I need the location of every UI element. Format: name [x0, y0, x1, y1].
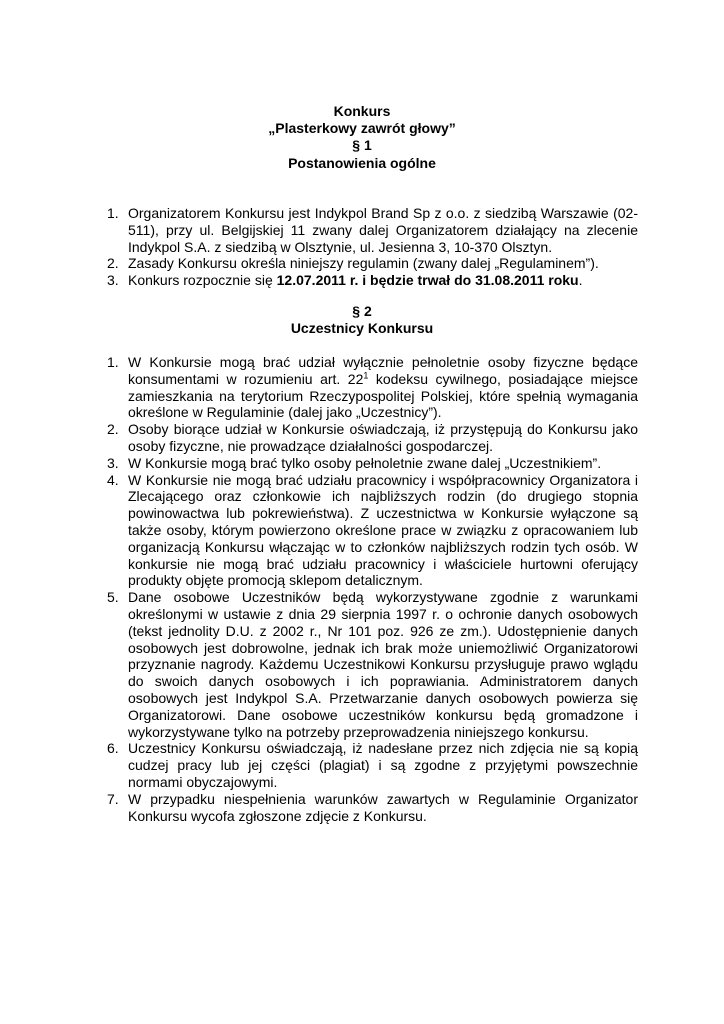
list-item-text-bold-dates: 12.07.2011 r. i będzie trwał do 31.08.2011 roku: [276, 272, 579, 289]
list-item-number: 7.: [107, 790, 119, 807]
header-line-title: „Plasterkowy zawrót głowy”: [268, 120, 456, 137]
list-item-text-pre: Konkurs rozpocznie się: [128, 272, 277, 289]
list-item: [107, 272, 638, 289]
list-item-number: 5.: [107, 589, 119, 606]
header-line-section-2: § 2: [352, 303, 372, 319]
list-item: [107, 421, 638, 455]
list-item: [107, 791, 638, 825]
list-item-text-post: .: [578, 272, 583, 289]
list-item: [107, 472, 638, 590]
header-line-section-2-title: Uczestnicy Konkursu: [290, 320, 434, 337]
list-item-text-pre: W Konkursie mogą brać udział wyłącznie pełnoletnie osoby fizyczne będące konsumentami w rozumieniu art. 22: [128, 354, 638, 387]
section-2-list: [107, 354, 638, 824]
list-item-text: W Konkursie mogą brać tylko osoby pełnoletnie zwane dalej „Uczestnikiem”.: [128, 454, 602, 471]
list-item-number: 1.: [107, 205, 119, 221]
list-item-text: Dane osobowe Uczestników będą wykorzystywane zgodnie z warunkami określonymi w ustawie z dnia 29 sierpnia 1997 r. o ochronie danych osobowych (tekst jednolity D.U. z 2002 r., Nr 101 poz. 926 ze zm.). Udostępnienie danych osobowych jest dobrowolne, jednak ich brak może uniemożliwić Organizatorowi przyznanie nagrody. Każdemu Uczestnikowi Konkursu przysługuje prawo wglądu do swoich danych osobowych i ich poprawiania. Administratorem danych osobowych jest Indykpol S.A. Przetwarzanie danych osobowych powierza się Organizatorowi. Dane osobowe uczestników konkursu będą gromadzone i wykorzystywane tylko na potrzeby przeprowadzenia niniejszego konkursu.: [128, 589, 638, 740]
list-item: [107, 255, 638, 272]
list-item-number: 2.: [107, 255, 119, 272]
list-item: [107, 740, 638, 790]
list-item-number: 3.: [107, 454, 119, 471]
section-1-list: [107, 205, 638, 289]
section-2-header: [100, 303, 624, 337]
list-item-text: Organizatorem Konkursu jest Indykpol Brand Sp z o.o. z siedzibą Warszawie (02-511), przy ul. Belgijskiej 11 zwany dalej Organizatorem działający na zlecenie Indykpol S.A. z siedzibą w Olsztynie, ul. Jesienna 3, 10-370 Olsztyn.: [128, 205, 638, 255]
list-item-number: 3.: [107, 272, 119, 289]
superscript: 1: [363, 370, 369, 381]
list-item: [107, 205, 638, 255]
list-item: [107, 589, 638, 740]
list-item-text: W Konkursie nie mogą brać udziału pracownicy i współpracownicy Organizatora i Zlecającego oraz członkowie ich najbliższych rodzin (do drugiego stopnia powinowactwa lub pokrewieństwa). Z uczestnictwa w Konkursie wyłączone są także osoby, którym powierzono określone prace w związku z opracowaniem lub organizacją Konkursu włączając w to członków najbliższych rodzin tych osób. W konkursie nie mogą brać udziału pracownicy i właściciele hurtowni oferujący produkty objęte promocją sklepom detalicznym.: [128, 471, 638, 589]
header-line-section-1: § 1: [352, 137, 372, 154]
list-item-number: 1.: [107, 354, 119, 370]
list-item-text: Zasady Konkursu określa niniejszy regulamin (zwany dalej „Regulaminem”).: [128, 255, 599, 272]
list-item-text: Osoby biorące udział w Konkursie oświadczają, iż przystępują do Konkursu jako osoby fizyczne, nie prowadzące działalności gospodarczej.: [128, 421, 638, 454]
list-item: [107, 455, 638, 472]
list-item: [107, 354, 638, 421]
list-item-text: Uczestnicy Konkursu oświadczają, iż nadesłane przez nich zdjęcia nie są kopią cudzej pracy lub jej części (plagiat) i są zgodne z przyjętymi powszechnie normami obyczajowymi.: [128, 740, 638, 790]
document-header: [100, 103, 624, 172]
list-item-number: 6.: [107, 740, 119, 757]
list-item-text-post: kodeksu cywilnego, posiadające miejsce zamieszkania na terytorium Rzeczypospolitej Polskiej, które spełnią wymagania określone w Regulaminie (dalej jako „Uczestnicy”).: [128, 370, 638, 421]
list-item-number: 4.: [107, 471, 119, 488]
list-item-number: 2.: [107, 421, 119, 438]
header-line-konkurs: Konkurs: [333, 103, 391, 119]
list-item-text: W przypadku niespełnienia warunków zawartych w Regulaminie Organizator Konkursu wycofa zgłoszone zdjęcie z Konkursu.: [128, 790, 638, 824]
header-line-section-1-title: Postanowienia ogólne: [288, 154, 436, 171]
